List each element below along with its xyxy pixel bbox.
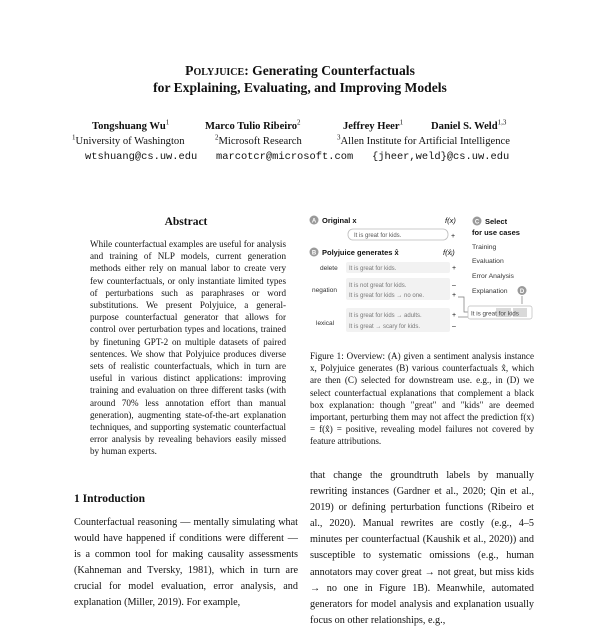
connector-neg xyxy=(458,297,468,312)
group-lexical: lexical xyxy=(316,320,335,327)
negation-item-2: It is great for kids → no one. xyxy=(349,293,425,299)
fxhat-label: f(x̂ᵢ) xyxy=(443,248,455,257)
author-3: Jeffrey Heer$^1$ xyxy=(343,118,404,132)
figure-1-overview xyxy=(308,212,536,340)
badge-d-text: D xyxy=(519,289,525,295)
group-negation: negation xyxy=(312,287,337,294)
use-evaluation: Evaluation xyxy=(472,258,504,265)
original-label: Original x xyxy=(322,216,357,225)
intro-paragraph-col2: that change the groundtruth labels by manually rewriting instances (Gardner et al., 2020; Qin et al., 2019) or defining perturbation functions (Ribeiro et al., 2020). Manual rewrites are costly (e.g., 4–5 minutes per counterfactual (Kaushik et al., 2020)) and susceptible to systematic omissions (e.g., human annotators may cover great → not great, but miss kids → no one in Figure 1B). Meanwhile, automated generators for model analysis and explanation usually focus on other relationships, e.g., xyxy=(310,470,534,626)
email-shared: {jheer,weld}@cs.uw.edu xyxy=(372,151,510,163)
paper-title-line1 xyxy=(0,62,600,79)
author-block xyxy=(0,120,600,180)
negation-pred-1: – xyxy=(452,282,456,289)
original-sentence: It is great for kids. xyxy=(354,233,402,239)
email-1: wtshuang@cs.uw.edu xyxy=(85,151,198,163)
select-label-2: for use cases xyxy=(472,228,520,237)
title-rest: : Generating Counterfactuals xyxy=(244,63,415,78)
author-2: Marco Tulio Ribeiro$^2$ xyxy=(205,118,301,132)
use-error-analysis: Error Analysis xyxy=(472,273,514,280)
affiliation-1: $^1$University of Washington xyxy=(72,133,185,147)
fx-label: f(x) xyxy=(445,216,456,225)
lexical-pred-1: + xyxy=(452,312,457,319)
badge-a-text: A xyxy=(311,218,317,225)
intro-paragraph-col1: Counterfactual reasoning — mentally simulating what would have happened if conditions were different — is a common tool for making causality assessments (Kahneman and Tversky, 1981), which in turn are crucial for model evaluation, error analysis, and explanation (Miller, 2019). For example, xyxy=(74,517,298,609)
delete-pred: + xyxy=(452,265,457,272)
badge-b-text: B xyxy=(311,250,317,257)
explained-sentence: It is great for kids xyxy=(471,310,519,318)
brand-name: Polyjuice xyxy=(185,63,245,78)
abstract-heading: Abstract xyxy=(164,216,208,228)
original-pred: + xyxy=(451,233,456,240)
delete-item: It is great for kids. xyxy=(349,266,397,272)
section-heading-introduction: 1 Introduction xyxy=(74,493,146,505)
negation-pred-2: + xyxy=(452,292,457,299)
badge-c-text: C xyxy=(474,219,480,226)
lexical-item-1: It is great for kids → adults. xyxy=(349,313,422,319)
affiliation-2: $^2$Microsoft Research xyxy=(215,133,302,147)
abstract-text: While counterfactual examples are useful for analysis and training of NLP models, current generation methods either rely on manual labor to create very few counterfactuals, or only instantiate limited types of perturbations such as paraphrases or word substitutions. We present Polyjuice, a general-purpose counterfactual generator that allows for control over perturbation types and locations, trained by finetuning GPT-2 on multiple datasets of paired sentences. We show that Polyjuice produces diverse sets of realistic counterfactuals, which in turn are useful in various distinct applications: improving training and evaluation on three different tasks (with around 70% less annotation effort than manual generation), augmenting state-of-the-art explanation techniques, and supporting systematic counterfactual error analysis by revealing behaviors easily missed by human experts. xyxy=(90,239,286,457)
paper-title-line2: for Explaining, Evaluating, and Improving Models xyxy=(153,80,447,95)
lexical-pred-2: – xyxy=(452,323,456,330)
generates-label: Polyjuice generates x̂ xyxy=(322,248,399,257)
affiliation-3: $^3$Allen Institute for Artificial Intelligence xyxy=(337,133,510,147)
use-explanation: Explanation xyxy=(472,288,508,295)
lexical-item-2: It is great → scary for kids. xyxy=(349,324,421,330)
use-training: Training xyxy=(472,244,497,251)
author-1: Tongshuang Wu$^1$ xyxy=(92,118,170,132)
author-4: Daniel S. Weld$^{1,3}$ xyxy=(431,118,507,132)
negation-item-1: It is not great for kids. xyxy=(349,283,407,289)
group-delete: delete xyxy=(320,265,338,272)
email-2: marcotcr@microsoft.com xyxy=(216,151,354,163)
figure-1-caption: Figure 1: Overview: (A) given a sentiment analysis instance x, Polyjuice generates (B) various counterfactuals x̂, which are then (C) selected for downstream use. e.g., in (D) we select counterfactual explanations that complement a black box explanation: though "great" and "kids" are deemed important, perturbing them may not affect the prediction f(x) = f(x̂) = positive, revealing model failures not covered by feature attributions. xyxy=(310,351,534,447)
select-label: Select xyxy=(485,217,508,226)
